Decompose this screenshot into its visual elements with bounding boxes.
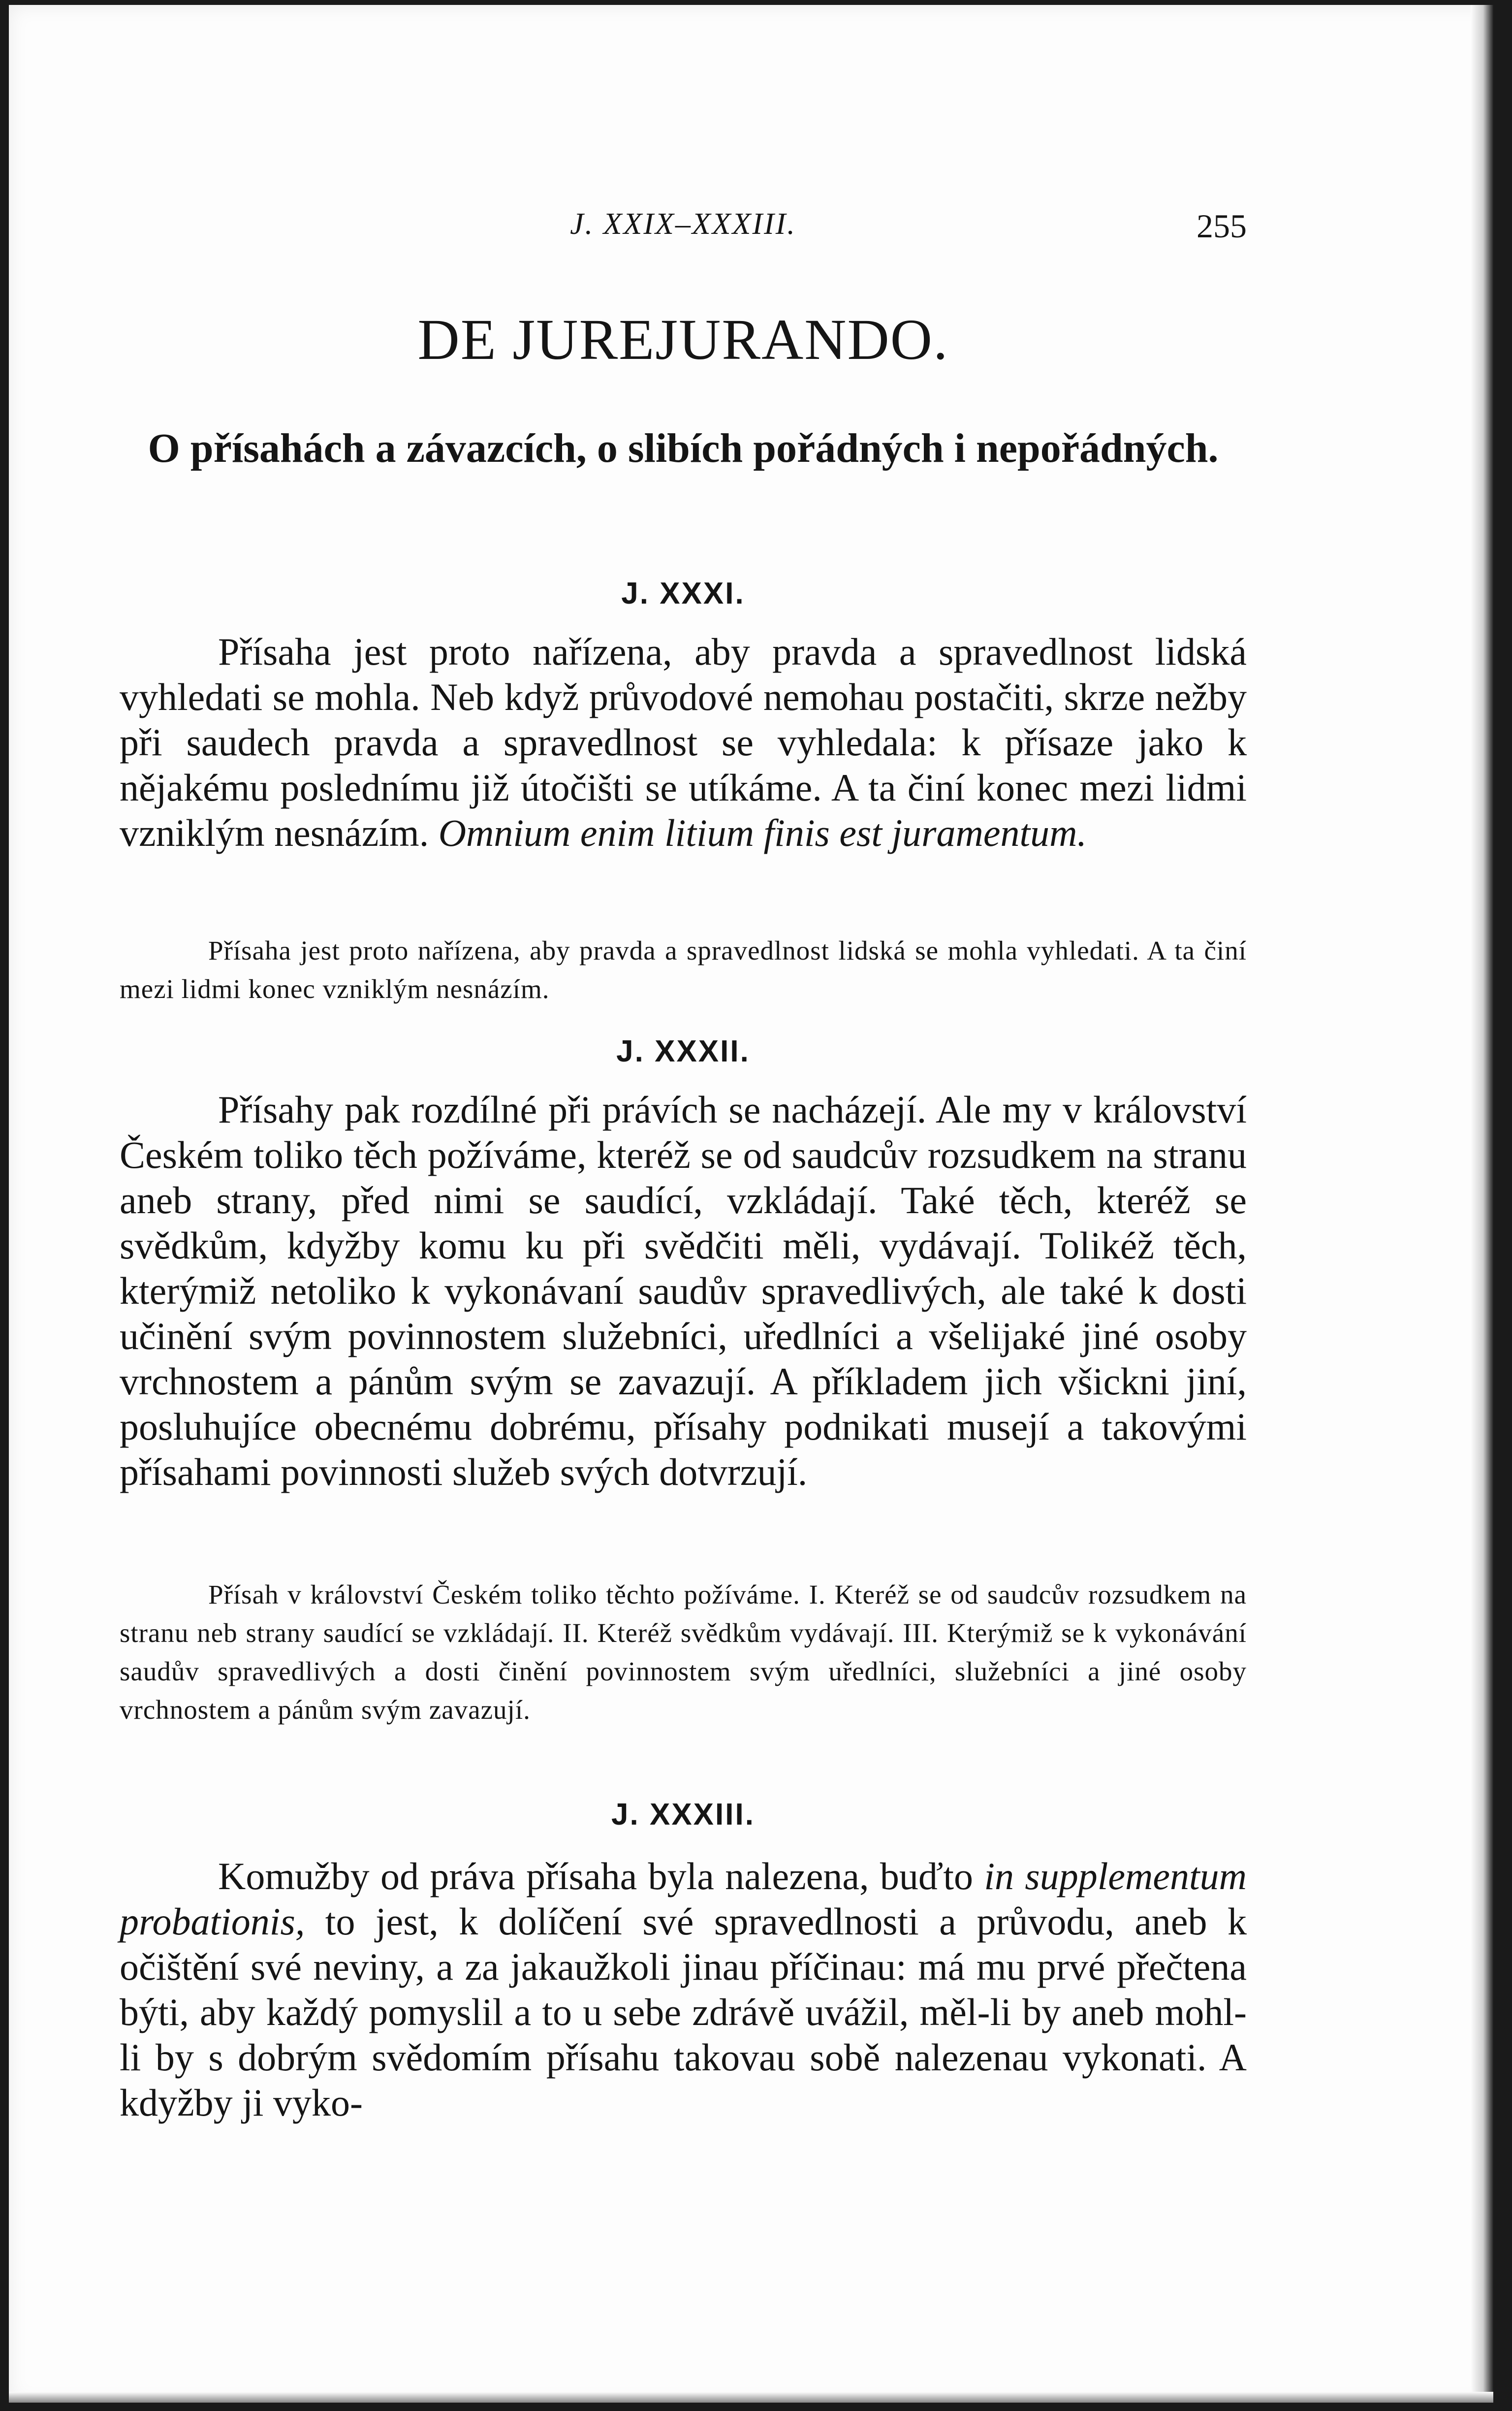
page-edge-shadow bbox=[1471, 5, 1493, 2403]
body-text-start: Komužby od práva přísaha byla nalezena, buďto bbox=[218, 1855, 973, 1897]
body-text: Přísaha jest proto nařízena, aby pravda a spravedlnost lidská vyhledati se mohla. Neb když průvodové nemohau postačiti, skrze nežby při saudech pravda a spravedlnost se vyhledala: k přísaze jako k nějakému poslednímu již útočišti se utíkáme. A ta činí konec mezi lidmi vzniklým nesnázím. bbox=[120, 630, 1247, 854]
note-text: Přísah v království Českém toliko těchto požíváme. I. Kteréž se od saudcův rozsudkem na stranu neb strany saudící se vzkládají. II. Kteréž svědkům vydávají. III. Kterýmiž se k vykonávání saudův spravedlivých a dosti činění povinnostem svým uředlníci, služebníci a jiné osoby vrchnostem a pánům svým zavazují. bbox=[120, 1579, 1247, 1725]
running-head-title: J. XXIX–XXXIII. bbox=[570, 207, 796, 241]
section-note-xxxi bbox=[120, 932, 1247, 1008]
body-text-end: to jest, k dolíčení své spravedlnosti a průvodu, aneb k očištění své neviny, a za jakaužkoli jinau příčinau: má mu prvé přečtena býti, aby každý pomyslil a to u sebe zdrávě uvážil, měl-li by aneb mohl-li by s dobrým svědomím přísahu takovau sobě nalezenau vykonati. A kdyžby ji vyko- bbox=[120, 1900, 1247, 2124]
section-body-xxxi bbox=[120, 629, 1247, 856]
latin-phrase: in supplementum probationis, bbox=[120, 1855, 1247, 1943]
page-bottom-shadow bbox=[9, 2392, 1493, 2403]
section-body-xxxii bbox=[120, 1087, 1247, 1495]
section-heading-xxxii: J. XXXII. bbox=[616, 1034, 750, 1068]
note-text: Přísaha jest proto nařízena, aby pravda a spravedlnost lidská se mohla vyhledati. A ta činí mezi lidmi konec vzniklým nesnázím. bbox=[120, 935, 1247, 1004]
latin-phrase: Omnium enim litium finis est juramentum. bbox=[438, 811, 1087, 854]
page-number: 255 bbox=[1197, 207, 1247, 245]
section-heading-xxxi: J. XXXI. bbox=[621, 577, 745, 611]
book-page bbox=[9, 5, 1493, 2403]
section-body-xxxiii bbox=[120, 1854, 1247, 2125]
subtitle: O přísahách a závazcích, o slibích pořádných i nepořádných. bbox=[148, 425, 1219, 471]
section-heading-xxxiii: J. XXXIII. bbox=[611, 1798, 755, 1832]
main-title: DE JUREJURANDO. bbox=[417, 307, 949, 372]
section-note-xxxii bbox=[120, 1575, 1247, 1729]
body-text: Přísahy pak rozdílné při právích se nacházejí. Ale my v království Českém toliko těch požíváme, kteréž se od saudcův rozsudkem na stranu aneb strany, před nimi se saudící, vzkládají. Také těch, kteréž se svědkům, kdyžby komu ku při svědčiti měli, vydávají. Tolikéž těch, kterýmiž netoliko k vykonávaní saudův spravedlivých, ale také k dosti učinění svým povinnostem služebníci, uředlníci a všelijaké jiné osoby vrchnostem a pánům svým se zavazují. A příkladem jich všickni jiní, posluhujíce obecnému dobrému, přísahy podnikati musejí a takovými přísahami povinnosti služeb svých dotvrzují. bbox=[120, 1088, 1247, 1493]
running-head bbox=[120, 207, 1247, 251]
